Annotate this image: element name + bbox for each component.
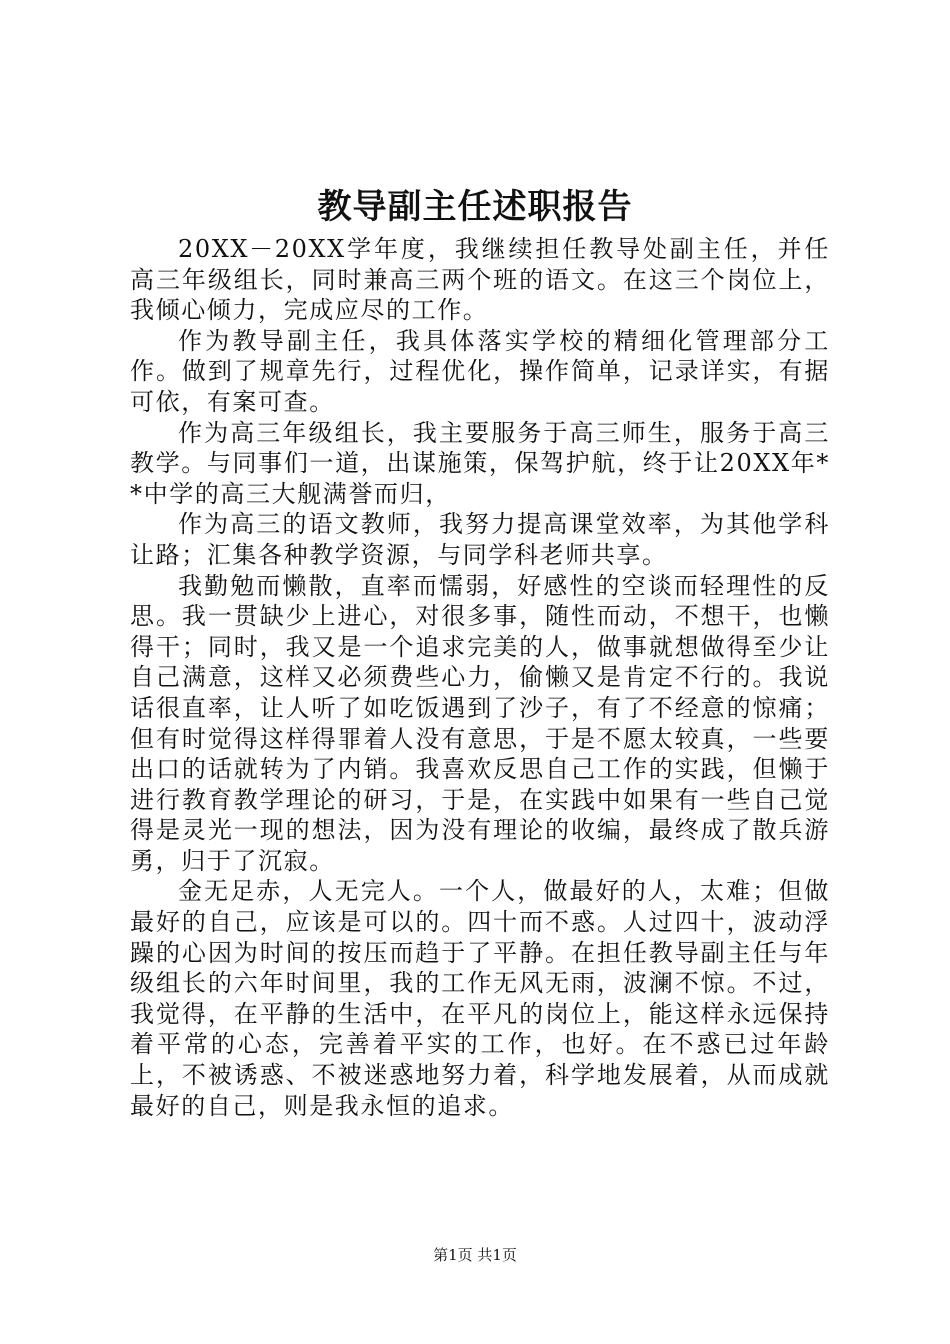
- paragraph-4: 作为高三的语文教师，我努力提高课堂效率，为其他学科让路；汇集各种教学资源，与同学科老师共享。: [130, 510, 830, 569]
- document-title: 教导副主任述职报告: [317, 187, 633, 227]
- paragraph-5: 我勤勉而懒散，直率而懦弱，好感性的空谈而轻理性的反思。我一贯缺少上进心，对很多事，随性而动，不想干，也懒得干；同时，我又是一个追求完美的人，做事就想做得至少让自己满意，这样又必须费些心力，偷懒又是肯定不行的。我说话很直率，让人听了如吃饭遇到了沙子，有了不经意的惊痛；但有时觉得这样得罪着人没有意思，于是不愿太较真，一些要出口的话就转为了内销。我喜欢反思自己工作的实践，但懒于进行教育教学理论的研习，于是，在实践中如果有一些自己觉得是灵光一现的想法，因为没有理论的收编，最终成了散兵游勇，归于了沉寂。: [130, 571, 830, 875]
- page-number-footer: 第1页 共1页: [433, 1246, 517, 1264]
- document-body: [130, 234, 830, 1121]
- paragraph-3: 作为高三年级组长，我主要服务于高三师生，服务于高三教学。与同事们一道，出谋施策，保驾护航，终于让20XX年**中学的高三大舰满誉而归，: [130, 418, 830, 508]
- paragraph-2: 作为教导副主任，我具体落实学校的精细化管理部分工作。做到了规章先行，过程优化，操作简单，记录详实，有据可依，有案可查。: [130, 326, 830, 416]
- paragraph-1: 20XX－20XX学年度，我继续担任教导处副主任，并任高三年级组长，同时兼高三两个班的语文。在这三个岗位上，我倾心倾力，完成应尽的工作。: [130, 235, 830, 325]
- paragraph-6: 金无足赤，人无完人。一个人，做最好的人，太难；但做最好的自己，应该是可以的。四十而不惑。人过四十，波动浮躁的心因为时间的按压而趋于了平静。在担任教导副主任与年级组长的六年时间里，我的工作无风无雨，波澜不惊。不过，我觉得，在平静的生活中，在平凡的岗位上，能这样永远保持着平常的心态，完善着平实的工作，也好。在不惑已过年龄上，不被诱惑、不被迷惑地努力着，科学地发展着，从而成就最好的自己，则是我永恒的追求。: [130, 877, 830, 1120]
